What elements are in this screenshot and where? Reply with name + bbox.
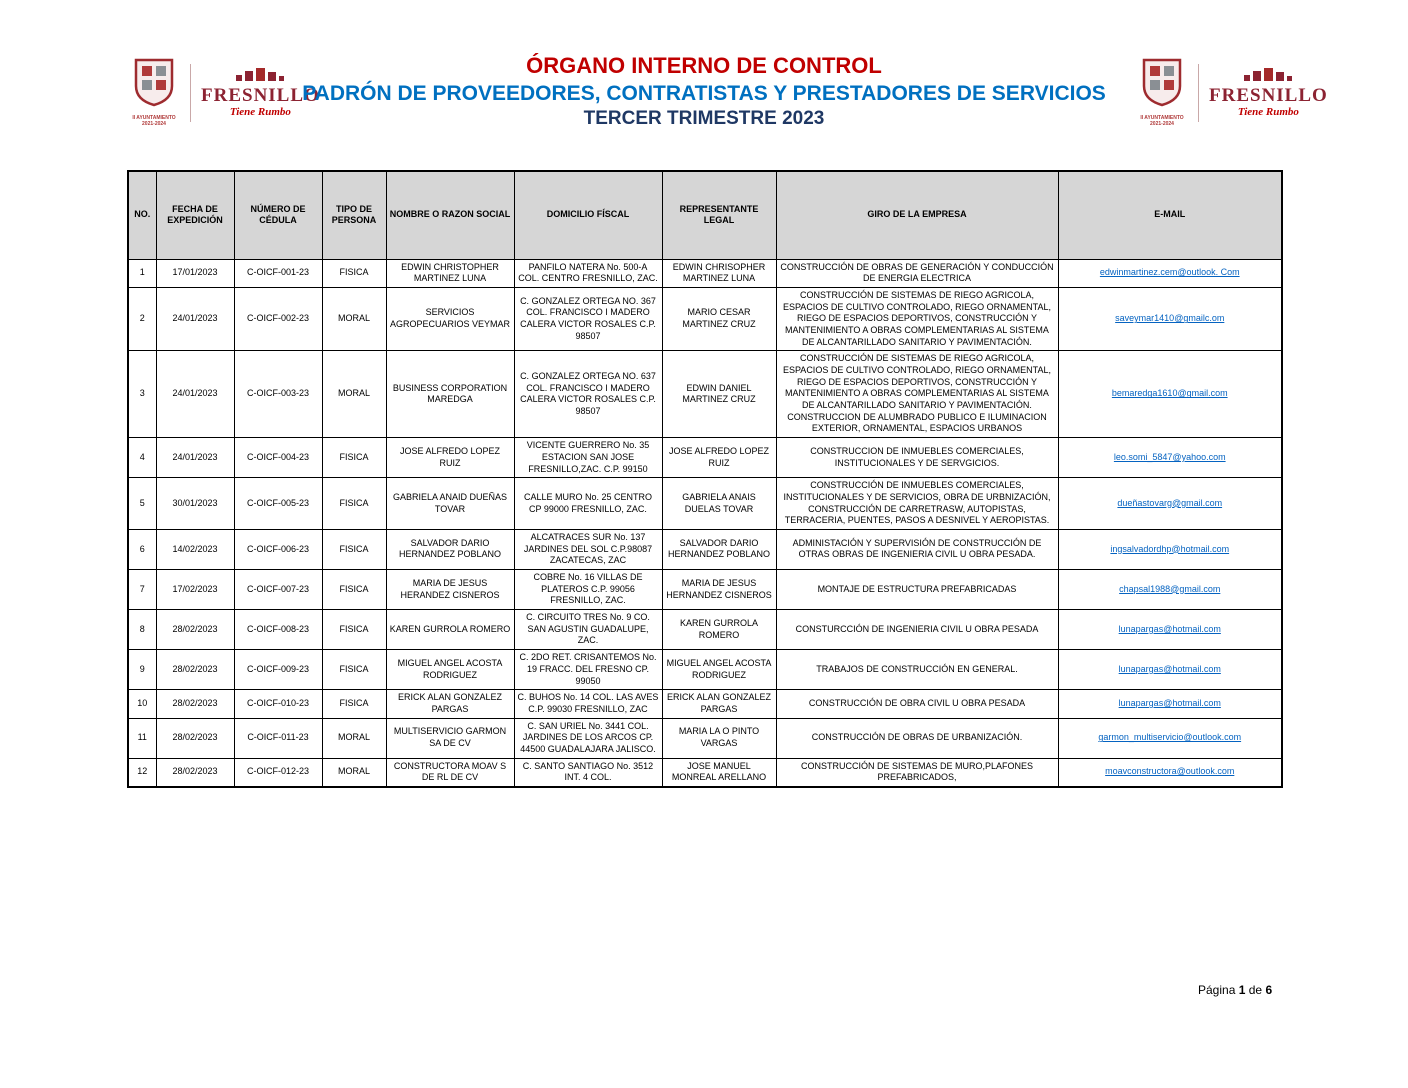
cell-no: 1: [128, 259, 156, 287]
cell-domicilio: C. SAN URIEL No. 3441 COL. JARDINES DE LOS ARCOS CP. 44500 GUADALAJARA JALISCO.: [514, 718, 662, 758]
cell-cedula: C-OICF-005-23: [234, 478, 322, 530]
column-header-email: E-MAIL: [1058, 171, 1282, 259]
email-link[interactable]: edwinmartinez.cem@outlook. Com: [1099, 267, 1240, 278]
email-link[interactable]: lunapargas@hotmail.com: [1118, 663, 1221, 674]
cell-fecha: 24/01/2023: [156, 351, 234, 438]
cell-nombre: ERICK ALAN GONZALEZ PARGAS: [386, 690, 514, 718]
cell-giro: CONSTRUCCIÓN DE INMUEBLES COMERCIALES, INSTITUCIONALES Y DE SERVICIOS, OBRA DE URBNIZACIÓN, CONSTRUCCIÓN DE CARRETRASW, AUTOPISTAS, TERRACERIA, PUENTES, PASOS A DESNIVEL Y AEROPISTAS.: [776, 478, 1058, 530]
cell-email: [1058, 529, 1282, 569]
table-row: [128, 570, 1282, 610]
fresnillo-wordmark-text: FRESNILLO: [201, 85, 320, 106]
cell-representante: GABRIELA ANAIS DUELAS TOVAR: [662, 478, 776, 530]
column-header-tipo: TIPO DE PERSONA: [322, 171, 386, 259]
cell-fecha: 28/02/2023: [156, 650, 234, 690]
cell-nombre: SALVADOR DARIO HERNANDEZ POBLANO: [386, 529, 514, 569]
column-header-domicilio: DOMICILIO FÍSCAL: [514, 171, 662, 259]
cell-giro: CONSTRUCCIÓN DE SISTEMAS DE RIEGO AGRICOLA, ESPACIOS DE CULTIVO CONTROLADO, RIEGO ORNAMENTAL, RIEGO DE ESPACIOS DEPORTIVOS, CONSTRUCCIÓN Y MANTENIMIENTO A OBRAS COMPLEMENTARIAS AL SISTEMA DE ALCANTARILLADO SANITARIO Y PAVIMENTACIÓN. CONSTRUCCION DE ALUMBRADO PUBLICO E ILUMINACION EXTERIOR, ORNAMENTAL, ESPACIOS URBANOS: [776, 351, 1058, 438]
cell-no: 11: [128, 718, 156, 758]
cell-domicilio: C. CIRCUITO TRES No. 9 CO. SAN AGUSTIN GUADALUPE, ZAC.: [514, 610, 662, 650]
email-link[interactable]: lunapargas@hotmail.com: [1118, 623, 1221, 634]
table-row: [128, 438, 1282, 478]
table-row: [128, 690, 1282, 718]
table-row: [128, 650, 1282, 690]
fresnillo-slogan: Tiene Rumbo: [1237, 106, 1299, 118]
crest-shield-icon: [1141, 58, 1183, 113]
page-subtitle: PADRÓN DE PROVEEDORES, CONTRATISTAS Y PRESTADORES DE SERVICIOS: [302, 81, 1106, 105]
cell-fecha: 30/01/2023: [156, 478, 234, 530]
column-header-fecha: FECHA DE EXPEDICIÓN: [156, 171, 234, 259]
cell-tipo: FISICA: [322, 529, 386, 569]
ayuntamiento-label: II AYUNTAMIENTO 2021-2024: [1140, 115, 1184, 127]
email-link[interactable]: ingsalvadordhp@hotmail.com: [1110, 543, 1230, 554]
cell-giro: CONSTRUCCION DE INMUEBLES COMERCIALES, INSTITUCIONALES Y DE SERVGICIOS.: [776, 438, 1058, 478]
cell-representante: MARIA LA O PINTO VARGAS: [662, 718, 776, 758]
cell-tipo: MORAL: [322, 287, 386, 350]
cell-fecha: 17/02/2023: [156, 570, 234, 610]
cell-no: 5: [128, 478, 156, 530]
cell-email: [1058, 259, 1282, 287]
cell-domicilio: C. 2DO RET. CRISANTEMOS No. 19 FRACC. DEL FRESNO CP. 99050: [514, 650, 662, 690]
cell-giro: CONSTRUCCIÓN DE OBRA CIVIL U OBRA PESADA: [776, 690, 1058, 718]
cell-cedula: C-OICF-012-23: [234, 758, 322, 787]
cell-nombre: CONSTRUCTORA MOAV S DE RL DE CV: [386, 758, 514, 787]
cell-no: 12: [128, 758, 156, 787]
table-row: [128, 478, 1282, 530]
cell-giro: MONTAJE DE ESTRUCTURA PREFABRICADAS: [776, 570, 1058, 610]
cell-fecha: 28/02/2023: [156, 758, 234, 787]
cell-email: [1058, 287, 1282, 350]
cell-nombre: KAREN GURROLA ROMERO: [386, 610, 514, 650]
cell-no: 8: [128, 610, 156, 650]
cell-no: 6: [128, 529, 156, 569]
cell-email: [1058, 718, 1282, 758]
table-row: [128, 610, 1282, 650]
cell-cedula: C-OICF-006-23: [234, 529, 322, 569]
title-block: [274, 52, 1134, 131]
cell-nombre: MIGUEL ANGEL ACOSTA RODRIGUEZ: [386, 650, 514, 690]
table-row: [128, 718, 1282, 758]
cell-domicilio: CALLE MURO No. 25 CENTRO CP 99000 FRESNILLO, ZAC.: [514, 478, 662, 530]
cell-cedula: C-OICF-009-23: [234, 650, 322, 690]
table-body: [128, 259, 1282, 787]
cell-giro: CONSTRUCCIÓN DE OBRAS DE URBANIZACIÓN.: [776, 718, 1058, 758]
column-header-giro: GIRO DE LA EMPRESA: [776, 171, 1058, 259]
cell-email: [1058, 351, 1282, 438]
cell-giro: CONSTRUCCIÓN DE SISTEMAS DE MURO,PLAFONES PREFABRICADOS,: [776, 758, 1058, 787]
email-link[interactable]: moavconstructora@outlook.com: [1105, 766, 1235, 777]
cell-no: 2: [128, 287, 156, 350]
cell-cedula: C-OICF-010-23: [234, 690, 322, 718]
cell-domicilio: C. BUHOS No. 14 COL. LAS AVES C.P. 99030 FRESNILLO, ZAC: [514, 690, 662, 718]
cell-giro: ADMINISTACIÓN Y SUPERVISIÓN DE CONSTRUCCIÓN DE OTRAS OBRAS DE INGENIERIA CIVIL U OBRA PESADA.: [776, 529, 1058, 569]
cell-domicilio: VICENTE GUERRERO No. 35 ESTACION SAN JOSE FRESNILLO,ZAC. C.P. 99150: [514, 438, 662, 478]
column-header-no: NO.: [128, 171, 156, 259]
cell-tipo: FISICA: [322, 570, 386, 610]
cell-cedula: C-OICF-008-23: [234, 610, 322, 650]
cell-fecha: 24/01/2023: [156, 438, 234, 478]
cell-tipo: MORAL: [322, 718, 386, 758]
cell-tipo: MORAL: [322, 351, 386, 438]
cell-no: 7: [128, 570, 156, 610]
monument-icon: [1242, 67, 1294, 86]
cell-domicilio: C. GONZALEZ ORTEGA NO. 367 COL. FRANCISCO I MADERO CALERA VICTOR ROSALES C.P. 98507: [514, 287, 662, 350]
table-row: [128, 259, 1282, 287]
footer-of-label: de: [1248, 983, 1263, 997]
cell-nombre: MULTISERVICIO GARMON SA DE CV: [386, 718, 514, 758]
page-title: ÓRGANO INTERNO DE CONTROL: [526, 53, 882, 78]
cell-giro: CONSTRUCCIÓN DE SISTEMAS DE RIEGO AGRICOLA, ESPACIOS DE CULTIVO CONTROLADO, RIEGO ORNAMENTAL, RIEGO DE ESPACIOS DEPORTIVOS, CONSTRUCCIÓN Y MANTENIMIENTO A OBRAS COMPLEMENTARIAS AL SISTEMA DE ALCANTARILLADO SANITARIO Y PAVIMENTACIÓN.: [776, 287, 1058, 350]
fresnillo-wordmark-logo: [1209, 67, 1328, 118]
cell-email: [1058, 690, 1282, 718]
logo-divider: [190, 64, 191, 122]
cell-cedula: C-OICF-011-23: [234, 718, 322, 758]
cell-giro: CONSTURCCIÓN DE INGENIERIA CIVIL U OBRA PESADA: [776, 610, 1058, 650]
logo-divider: [1198, 64, 1199, 122]
cell-tipo: MORAL: [322, 758, 386, 787]
page-period: TERCER TRIMESTRE 2023: [583, 107, 825, 129]
cell-tipo: FISICA: [322, 478, 386, 530]
logo-group-right: [1136, 58, 1328, 127]
cell-representante: JOSE MANUEL MONREAL ARELLANO: [662, 758, 776, 787]
cell-representante: EDWIN CHRISOPHER MARTINEZ LUNA: [662, 259, 776, 287]
cell-fecha: 14/02/2023: [156, 529, 234, 569]
email-link[interactable]: leo.somi_5847@yahoo.com: [1113, 451, 1226, 462]
cell-nombre: EDWIN CHRISTOPHER MARTINEZ LUNA: [386, 259, 514, 287]
cell-representante: KAREN GURROLA ROMERO: [662, 610, 776, 650]
cell-tipo: FISICA: [322, 690, 386, 718]
cell-representante: EDWIN DANIEL MARTINEZ CRUZ: [662, 351, 776, 438]
table-row: [128, 529, 1282, 569]
cell-giro: CONSTRUCCIÓN DE OBRAS DE GENERACIÓN Y CONDUCCIÓN DE ENERGIA ELECTRICA: [776, 259, 1058, 287]
cell-giro: TRABAJOS DE CONSTRUCCIÓN EN GENERAL.: [776, 650, 1058, 690]
email-link[interactable]: lunapargas@hotmail.com: [1118, 698, 1221, 709]
email-link[interactable]: garmon_multiservicio@outlook.com: [1098, 732, 1242, 743]
footer-label: Página: [1198, 983, 1236, 997]
cell-domicilio: PANFILO NATERA No. 500-A COL. CENTRO FRESNILLO, ZAC.: [514, 259, 662, 287]
cell-nombre: BUSINESS CORPORATION MAREDGA: [386, 351, 514, 438]
fresnillo-wordmark-text: FRESNILLO: [1209, 85, 1328, 106]
email-link[interactable]: bemaredga1610@gmail.com: [1111, 388, 1228, 399]
cell-email: [1058, 610, 1282, 650]
cell-domicilio: COBRE No. 16 VILLAS DE PLATEROS C.P. 99056 FRESNILLO, ZAC.: [514, 570, 662, 610]
table-row: [128, 351, 1282, 438]
cell-nombre: MARIA DE JESUS HERANDEZ CISNEROS: [386, 570, 514, 610]
cell-email: [1058, 438, 1282, 478]
column-header-cedula: NÚMERO DE CÉDULA: [234, 171, 322, 259]
cell-fecha: 17/01/2023: [156, 259, 234, 287]
email-link[interactable]: chapsal1988@gmail.com: [1119, 583, 1221, 594]
fresnillo-slogan: Tiene Rumbo: [229, 106, 291, 118]
email-link[interactable]: dueñastovarg@gmail.com: [1117, 497, 1223, 508]
table-header-row: [128, 171, 1282, 259]
cell-fecha: 24/01/2023: [156, 287, 234, 350]
cell-cedula: C-OICF-001-23: [234, 259, 322, 287]
cell-domicilio: ALCATRACES SUR No. 137 JARDINES DEL SOL C.P.98087 ZACATECAS, ZAC: [514, 529, 662, 569]
cell-no: 9: [128, 650, 156, 690]
column-header-representante: REPRESENTANTE LEGAL: [662, 171, 776, 259]
ayuntamiento-crest-logo: [128, 58, 180, 127]
page-number-footer: [1198, 983, 1272, 997]
table-row: [128, 287, 1282, 350]
cell-fecha: 28/02/2023: [156, 610, 234, 650]
table-row: [128, 758, 1282, 787]
document-header: [0, 52, 1408, 162]
cell-nombre: GABRIELA ANAID DUEÑAS TOVAR: [386, 478, 514, 530]
column-header-nombre: NOMBRE O RAZON SOCIAL: [386, 171, 514, 259]
cell-representante: MARIO CESAR MARTINEZ CRUZ: [662, 287, 776, 350]
cell-cedula: C-OICF-007-23: [234, 570, 322, 610]
cell-no: 4: [128, 438, 156, 478]
supplier-registry-table-wrap: [127, 170, 1281, 788]
email-link[interactable]: saveymar1410@gmailc.om: [1115, 313, 1225, 324]
cell-representante: ERICK ALAN GONZALEZ PARGAS: [662, 690, 776, 718]
cell-no: 10: [128, 690, 156, 718]
cell-fecha: 28/02/2023: [156, 718, 234, 758]
cell-tipo: FISICA: [322, 438, 386, 478]
cell-cedula: C-OICF-002-23: [234, 287, 322, 350]
cell-representante: SALVADOR DARIO HERNANDEZ POBLANO: [662, 529, 776, 569]
cell-domicilio: C. GONZALEZ ORTEGA NO. 637 COL. FRANCISCO I MADERO CALERA VICTOR ROSALES C.P. 98507: [514, 351, 662, 438]
cell-cedula: C-OICF-004-23: [234, 438, 322, 478]
cell-representante: JOSE ALFREDO LOPEZ RUIZ: [662, 438, 776, 478]
cell-domicilio: C. SANTO SANTIAGO No. 3512 INT. 4 COL.: [514, 758, 662, 787]
ayuntamiento-label: II AYUNTAMIENTO 2021-2024: [132, 115, 176, 127]
footer-total-pages: 6: [1265, 983, 1273, 997]
cell-cedula: C-OICF-003-23: [234, 351, 322, 438]
cell-email: [1058, 570, 1282, 610]
cell-representante: MARIA DE JESUS HERNANDEZ CISNEROS: [662, 570, 776, 610]
cell-representante: MIGUEL ANGEL ACOSTA RODRIGUEZ: [662, 650, 776, 690]
cell-fecha: 28/02/2023: [156, 690, 234, 718]
cell-nombre: SERVICIOS AGROPECUARIOS VEYMAR: [386, 287, 514, 350]
crest-shield-icon: [133, 58, 175, 113]
cell-email: [1058, 758, 1282, 787]
cell-tipo: FISICA: [322, 650, 386, 690]
footer-page-number: 1: [1238, 983, 1246, 997]
cell-email: [1058, 478, 1282, 530]
cell-tipo: FISICA: [322, 610, 386, 650]
cell-email: [1058, 650, 1282, 690]
supplier-registry-table: [127, 170, 1283, 788]
cell-nombre: JOSE ALFREDO LOPEZ RUIZ: [386, 438, 514, 478]
ayuntamiento-crest-logo: [1136, 58, 1188, 127]
cell-no: 3: [128, 351, 156, 438]
cell-tipo: FISICA: [322, 259, 386, 287]
